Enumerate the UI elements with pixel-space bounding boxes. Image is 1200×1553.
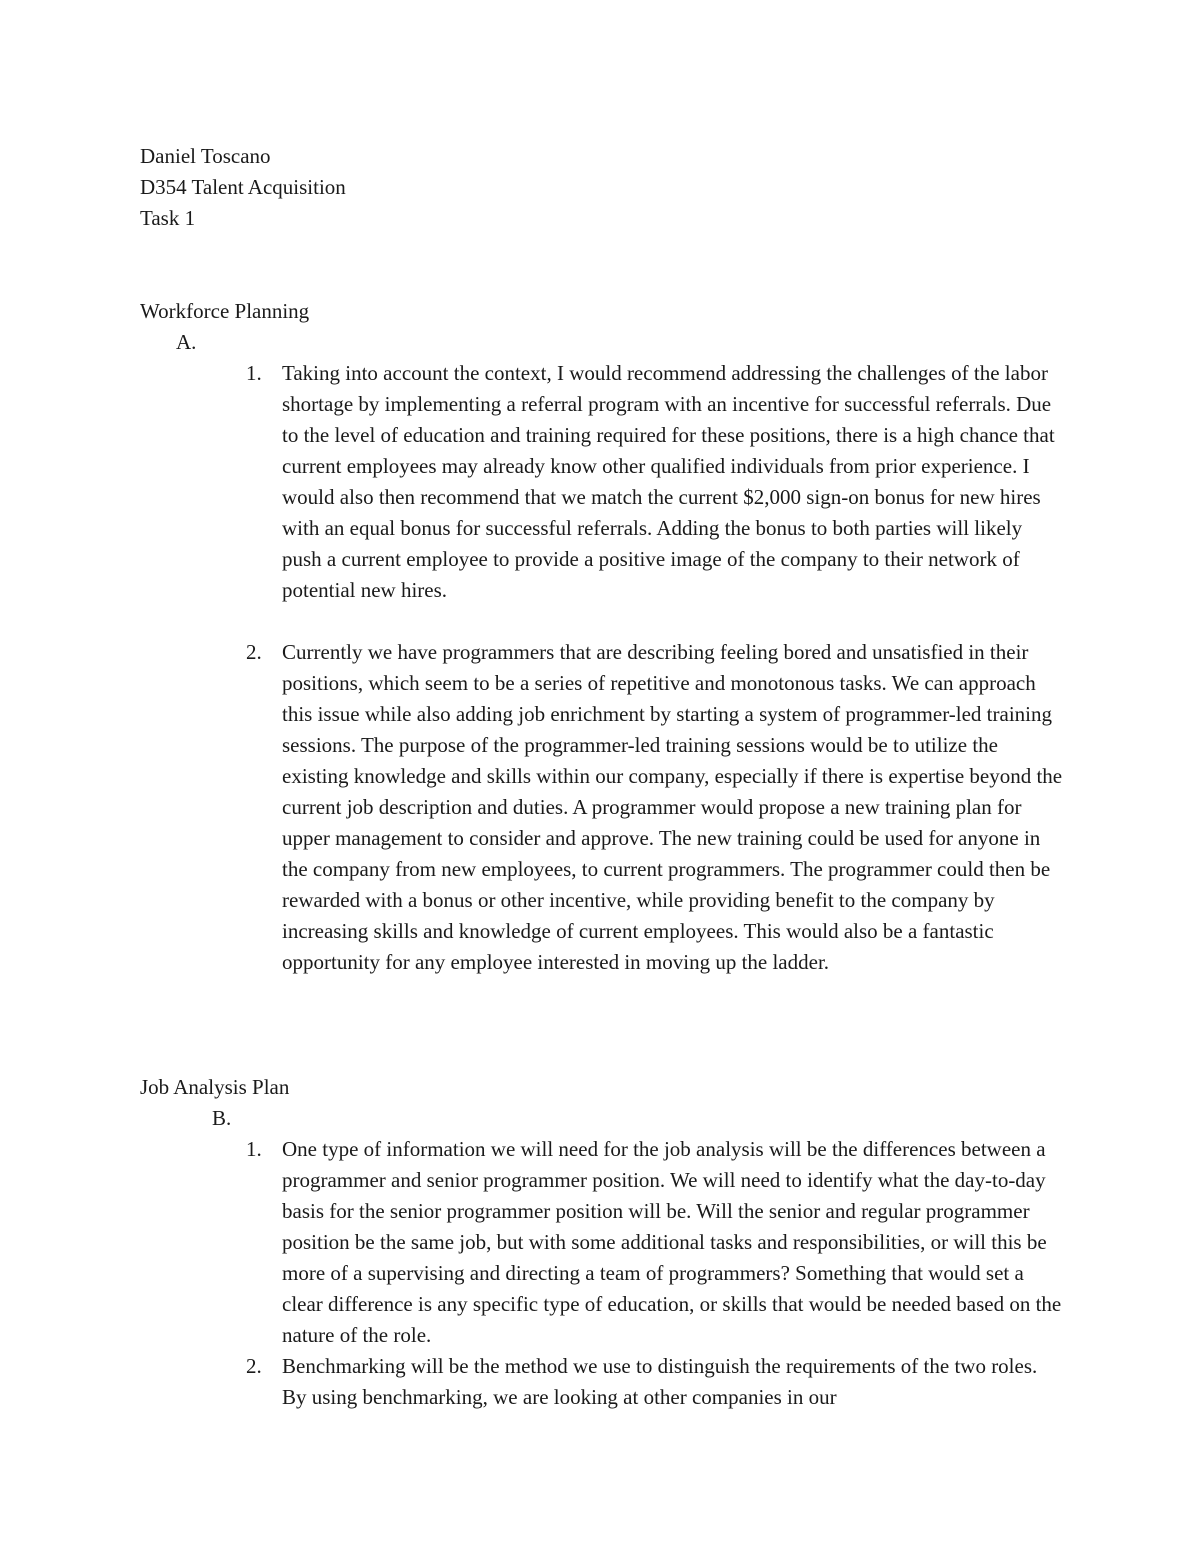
course-title: D354 Talent Acquisition [140, 175, 346, 199]
list-item-text: Taking into account the context, I would recommend addressing the challenges of the labor shortage by implementing a referral program with an incentive for successful referrals. Due to the level of education and training required for these positions, there is a high chance that current employees may already know other qualified individuals from prior experience. I would also then recommend that we match the current $2,000 sign-on bonus for new hires with an equal bonus for successful referrals. Adding the bonus to both parties will likely push a current employee to provide a positive image of the company to their network of potential new hires. [282, 361, 1055, 602]
list-item [246, 1351, 1066, 1413]
list-item-text: One type of information we will need for the job analysis will be the differences between a programmer and senior programmer position. We will need to identify what the day-to-day basis for the senior programmer position will be. Will the senior and regular programmer position be the same job, but with some additional tasks and responsibilities, or will this be more of a supervising and directing a team of programmers? Something that would set a clear difference is any specific type of education, or skills that would be needed based on the nature of the role. [282, 1137, 1062, 1347]
section-heading-workforce-planning: Workforce Planning [140, 299, 310, 323]
list-item-number: 2. [246, 640, 262, 664]
author-name: Daniel Toscano [140, 144, 271, 168]
list-item [246, 1134, 1066, 1351]
list-item-number: 1. [246, 1137, 262, 1161]
section-letter-b: B. [212, 1106, 232, 1130]
section-letter-a: A. [176, 330, 197, 354]
section-heading-job-analysis-plan: Job Analysis Plan [140, 1075, 290, 1099]
task-label: Task 1 [140, 206, 196, 230]
list-item [246, 637, 1066, 978]
list-item-text: Currently we have programmers that are describing feeling bored and unsatisfied in their positions, which seem to be a series of repetitive and monotonous tasks. We can approach this issue while also adding job enrichment by starting a system of programmer-led training sessions. The purpose of the programmer-led training sessions would be to utilize the existing knowledge and skills within our company, especially if there is expertise beyond the current job description and duties. A programmer would propose a new training plan for upper management to consider and approve. The new training could be used for anyone in the company from new employees, to current programmers. The programmer could then be rewarded with a bonus or other incentive, while providing benefit to the company by increasing skills and knowledge of current employees. This would also be a fantastic opportunity for any employee interested in moving up the ladder. [282, 640, 1063, 974]
list-item-text: Benchmarking will be the method we use to distinguish the requirements of the two roles. By using benchmarking, we are looking at other companies in our [282, 1354, 1038, 1409]
list-item [246, 358, 1066, 606]
list-item-number: 2. [246, 1354, 262, 1378]
list-item-number: 1. [246, 361, 262, 385]
